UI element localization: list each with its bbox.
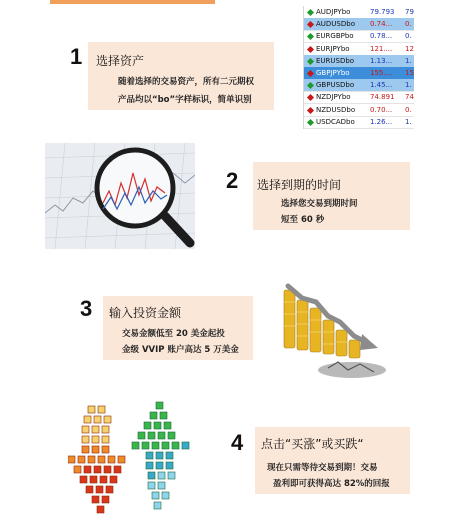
quote-symbol: AUDJPYbo xyxy=(316,8,351,16)
quote-row[interactable] xyxy=(304,18,414,30)
quote-bid: 121.... xyxy=(370,44,393,53)
step-3-line-2: 金级 VVIP 账户高达 5 万美金 xyxy=(122,345,239,355)
step-2-number: 2 xyxy=(226,168,239,193)
step-3-line-1: 交易金额低至 20 美金起投 xyxy=(122,329,225,339)
quote-bid: 0.78... xyxy=(370,32,393,41)
quote-symbol: AUDUSDbo xyxy=(316,20,355,29)
quote-symbol: NZDJPYbo xyxy=(316,93,351,102)
step-1-box xyxy=(88,42,274,110)
quote-bid: 155.... xyxy=(370,69,393,77)
quote-ask: 1. xyxy=(405,81,412,90)
quote-row[interactable] xyxy=(304,55,414,67)
price-down-icon xyxy=(307,21,314,28)
quote-symbol: EURGBPbo xyxy=(316,32,354,41)
top-accent-bar xyxy=(50,0,215,4)
quote-bid: 74.891 xyxy=(370,93,395,102)
quote-row[interactable] xyxy=(304,30,414,42)
price-down-icon xyxy=(307,70,314,77)
quote-symbol: USDCADbo xyxy=(316,117,355,126)
quote-symbol: GBPUSDbo xyxy=(316,81,355,90)
step-4-line-1: 现在只需等待交易到期！交易 xyxy=(267,463,378,473)
market-watch-panel xyxy=(303,6,414,129)
step-4-box xyxy=(255,427,410,494)
price-up-icon xyxy=(307,82,314,89)
step-4-number: 4 xyxy=(231,430,244,455)
quote-row[interactable] xyxy=(304,43,414,55)
step-4-title: 点击“买涨”或买跌“ xyxy=(261,437,364,451)
quote-ask: 15 xyxy=(405,69,414,77)
quote-row[interactable] xyxy=(304,104,414,116)
quote-ask: 0. xyxy=(405,105,412,114)
magnifying-glass-chart-image xyxy=(45,143,195,249)
quote-row[interactable] xyxy=(304,116,414,128)
quote-symbol: EURUSDbo xyxy=(316,56,355,65)
quote-bid: 1.26... xyxy=(370,117,393,126)
quote-symbol: GBPJPYbo xyxy=(316,69,350,77)
step-1-line-1: 随着选择的交易资产，所有二元期权 xyxy=(118,77,255,87)
quote-ask: 0. xyxy=(405,20,412,29)
quote-bid: 0.70... xyxy=(370,105,393,114)
falling-coins-chart-image xyxy=(282,282,387,382)
quote-row[interactable] xyxy=(304,6,414,18)
quote-ask: 74 xyxy=(405,93,414,102)
quote-bid: 1.13... xyxy=(370,56,393,65)
quote-row[interactable] xyxy=(304,91,414,103)
quote-bid: 1.45... xyxy=(370,81,393,90)
step-2-title: 选择到期的时间 xyxy=(257,178,342,192)
quote-ask: 1. xyxy=(405,56,412,65)
step-4-line-2: 盈利即可获得高达 82%的回报 xyxy=(273,479,390,489)
up-down-arrows-image xyxy=(68,398,193,516)
quote-symbol: NZDUSDbo xyxy=(316,105,356,114)
price-down-icon xyxy=(307,46,314,53)
quote-bid: 79.793 xyxy=(370,8,395,16)
quote-ask: 0. xyxy=(405,32,412,41)
price-down-icon xyxy=(307,94,314,101)
step-2-line-1: 选择您交易到期时间 xyxy=(281,199,358,209)
quote-ask: 12 xyxy=(405,44,414,53)
quote-bid: 0.74... xyxy=(370,20,393,29)
step-3-box xyxy=(103,296,253,360)
price-up-icon xyxy=(307,119,314,126)
step-1-number: 1 xyxy=(70,44,83,69)
price-down-icon xyxy=(307,107,314,114)
step-3-number: 3 xyxy=(80,296,93,321)
price-up-icon xyxy=(307,58,314,65)
price-up-icon xyxy=(307,9,314,16)
quote-ask: 79 xyxy=(405,8,414,16)
step-1-title: 选择资产 xyxy=(96,54,145,68)
step-2-box xyxy=(253,162,410,230)
quote-symbol: EURJPYbo xyxy=(316,44,350,53)
step-2-line-2: 短至 60 秒 xyxy=(281,215,325,225)
quote-row[interactable] xyxy=(304,67,414,79)
quote-ask: 1. xyxy=(405,117,412,126)
quote-divider xyxy=(304,128,414,129)
step-3-title: 输入投资金额 xyxy=(109,306,182,320)
price-up-icon xyxy=(307,33,314,40)
step-1-line-2: 产品均以“bo”字样标识，简单识别 xyxy=(118,95,252,105)
quote-row[interactable] xyxy=(304,79,414,91)
